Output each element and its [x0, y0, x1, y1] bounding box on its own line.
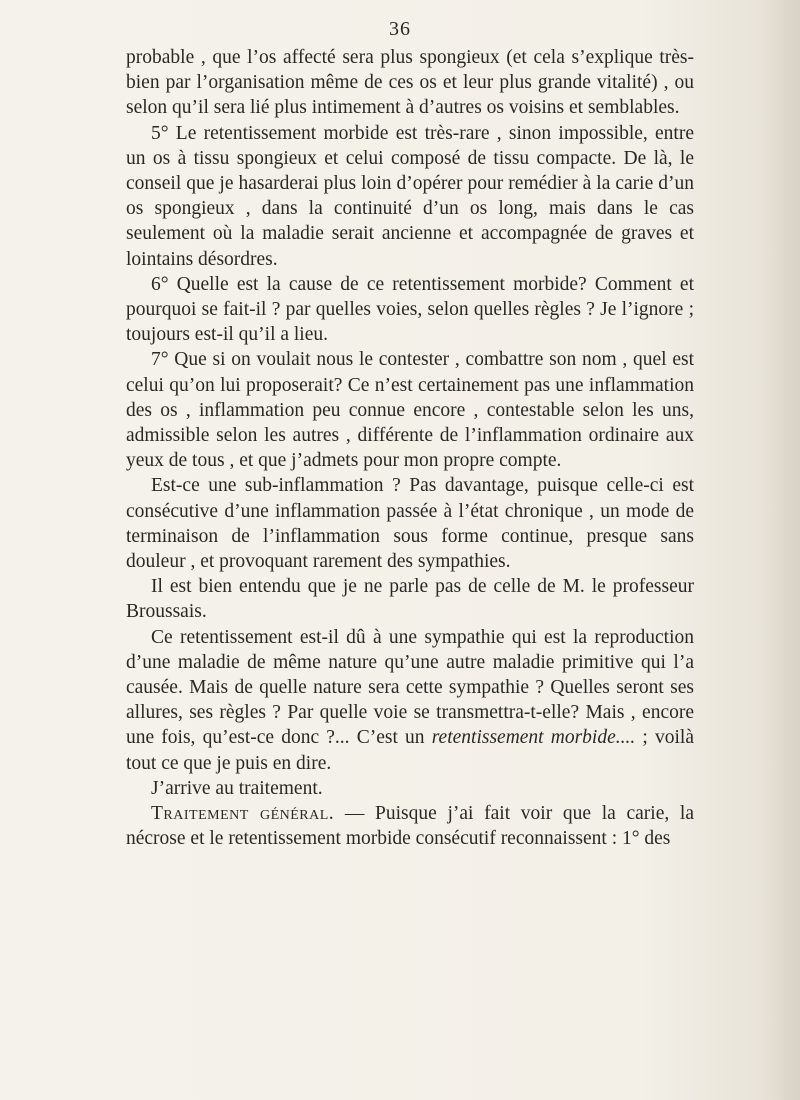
paragraph-4: 7° Que si on voulait nous le contester , combattre son nom , quel est celui qu’on lui proposerait? Ce n’est certainement pas une inflammation des os , inflammation peu connue encore , contestable selon les uns, admissible selon les autres , différente de l’inflammation ordinaire aux yeux de tous , et que j’admets pour mon propre compte.	[126, 349, 694, 472]
paragraph-7-emphasis: retentissement morbide....	[431, 727, 636, 749]
paragraph-9	[126, 801, 694, 851]
paragraph-1: probable , que l’os affecté sera plus spongieux (et cela s’explique très-bien par l’organisation même de ces os et leur plus grande vitalité) , ou selon qu’il sera lié plus intimement à d’autres os voisins et semblables.	[126, 47, 694, 119]
paragraph-7	[126, 625, 694, 776]
paragraph-9-text: — Puisque j’ai fait voir que la carie, la nécrose et le retentissement morbide consécutif reconnaissent : 1° des	[126, 803, 694, 850]
section-heading: Traitement général.	[151, 803, 335, 825]
paragraph-5: Est-ce une sub-inflammation ? Pas davantage, puisque celle-ci est consécutive d’une inflammation passée à l’état chronique , un mode de terminaison de l’inflammation sous forme continue, presque sans douleur , et provoquant rarement des sympathies.	[126, 475, 694, 573]
paragraph-7-text-end: ; voilà tout ce que je puis en dire.	[126, 727, 694, 774]
paragraph-3: 6° Quelle est la cause de ce retentissement morbide? Comment et pourquoi se fait-il ? par quelles voies, selon quelles règles ? Je l’ignore ; toujours est-il qu’il a lieu.	[126, 273, 694, 346]
paragraph-2: 5° Le retentissement morbide est très-rare , sinon impossible, entre un os à tissu spongieux et celui composé de tissu compacte. De là, le conseil que je hasarderai plus loin d’opérer pour remédier à la carie d’un os spongieux , dans la continuité d’un os long, mais dans le cas seulement où la maladie serait ancienne et accompagnée de graves et lointains désordres.	[126, 122, 694, 270]
page-number: 36	[389, 18, 411, 40]
body-text	[126, 45, 694, 852]
paragraph-7-text: Ce retentissement est-il dû à une sympathie qui est la reproduction d’une maladie de même nature qu’une autre maladie primitive qui l’a causée. Mais de quelle nature sera cette sympathie ? Quelles seront ses allures, ses règles ? Par quelle voie se transmettra-t-elle? Mais , encore une fois, qu’est-ce donc ?... C’est un	[126, 626, 694, 749]
paragraph-8: J’arrive au traitement.	[151, 777, 323, 799]
paragraph-6: Il est bien entendu que je ne parle pas de celle de M. le professeur Broussais.	[126, 576, 694, 623]
